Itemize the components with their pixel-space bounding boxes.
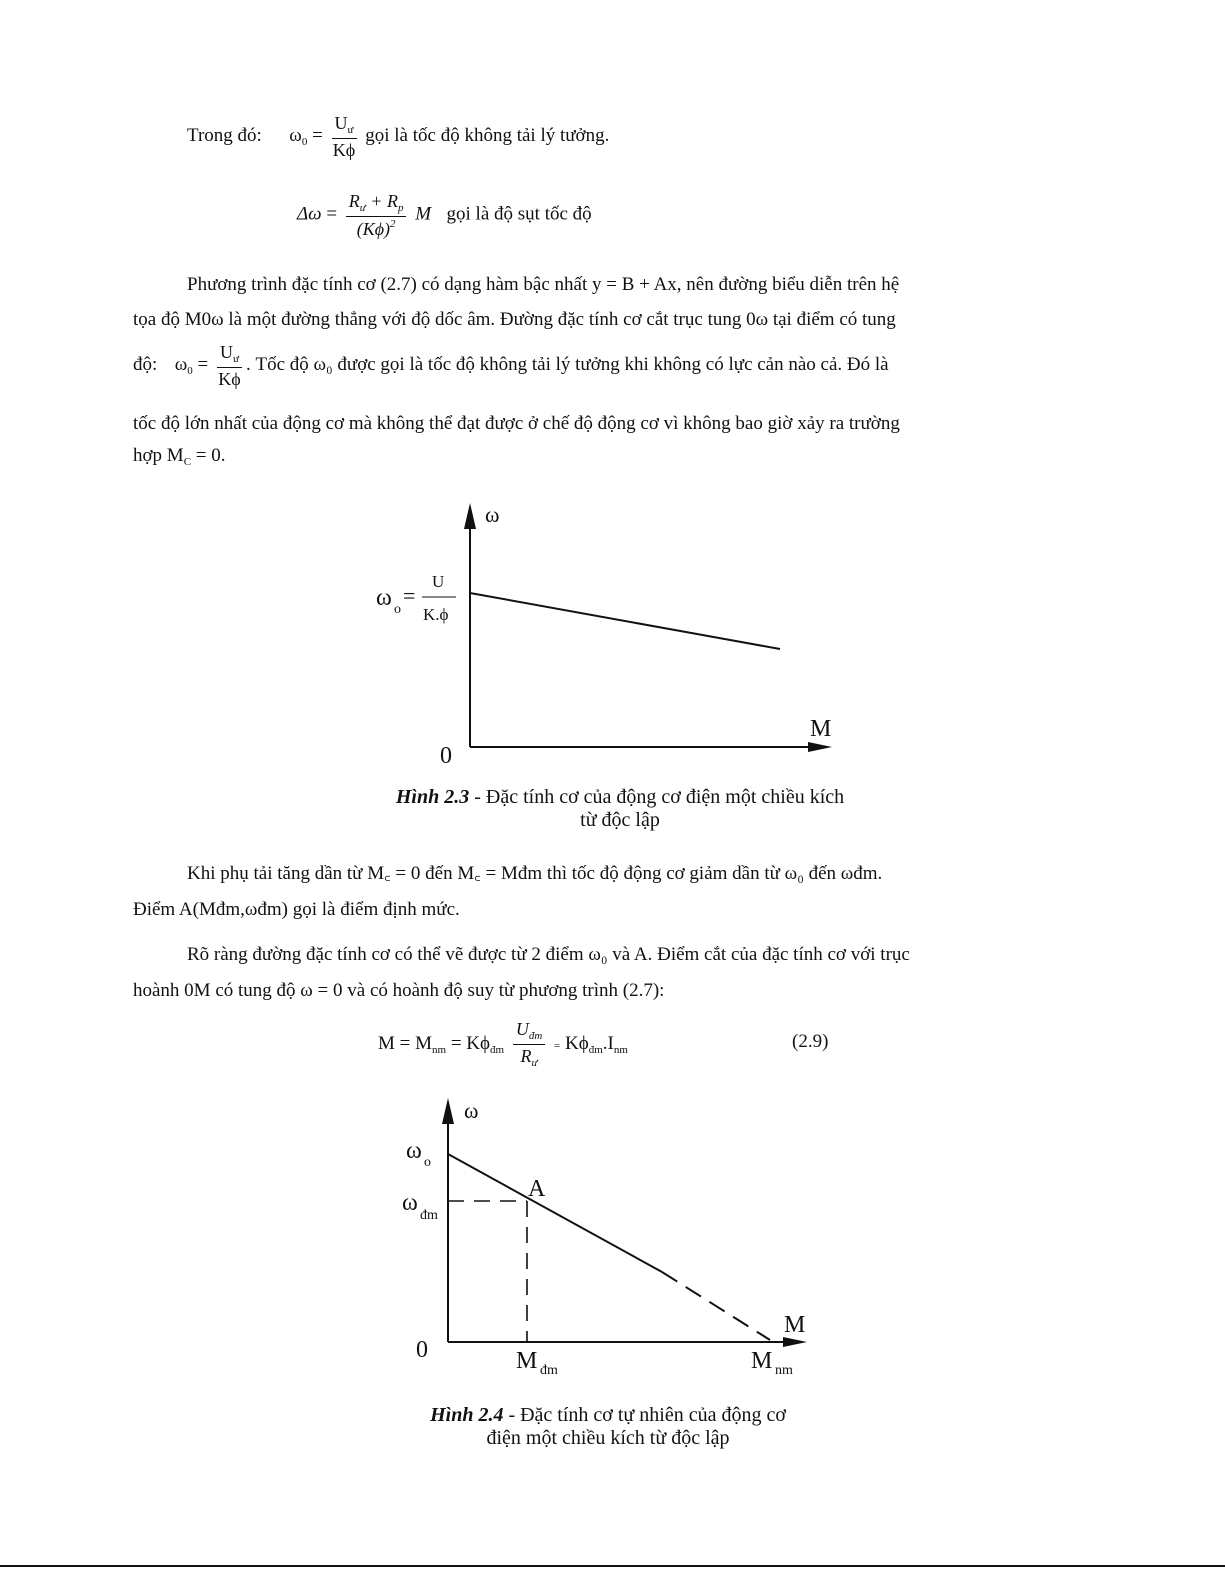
- delta-omega-fraction: $\frac{R_ư + R_p}{(K\phi)^2}$: [346, 192, 407, 238]
- omega0-fraction: $\frac{U_ư}{K\phi}$: [332, 113, 356, 160]
- equation-2-9-label: (2.9): [792, 1031, 829, 1052]
- para3-line1: Rõ ràng đường đặc tính cơ có thể vẽ được từ 2 điểm ω₀ và A. Điểm cắt của đặc tính cơ với trục: [187, 944, 910, 965]
- fig2-m-nm-label: M: [751, 1348, 773, 1374]
- para1-line3: độ: $\omega_0$ = $\frac{U_ư}{K\phi}$ . Tốc độ ω₀ được gọi là tốc độ không tải lý tưởng khi không có lực cản nào cả. Đó là: [133, 342, 889, 389]
- equation-2-9: $M = M_{nm} = K\phi_{đm}$ $\frac{U_{đm}}{R_ư}$ = $K\phi_{đm}.I_{nm}$: [378, 1019, 628, 1069]
- fig2-m-nm-sub: nm: [775, 1363, 793, 1378]
- figure-2-4: [390, 1092, 820, 1392]
- omega0-description: gọi là tốc độ không tải lý tưởng.: [365, 124, 610, 146]
- fig2-axis-x-label: M: [784, 1312, 806, 1338]
- fig2-characteristic-solid: [448, 1154, 662, 1272]
- trong-do-label: Trong đó:: [187, 124, 262, 146]
- fig1-omega-eq: =: [403, 583, 416, 608]
- fig2-axis-y-label: ω: [464, 1098, 479, 1123]
- para1-line5: hợp $M_C = 0$.: [133, 445, 226, 468]
- fig2-y-axis-arrow: [442, 1098, 454, 1124]
- page-bottom-border: [0, 1565, 1225, 1567]
- delta-omega-description: gọi là độ sụt tốc độ: [446, 203, 592, 225]
- para3-line2: hoành 0M có tung độ ω = 0 và có hoành độ suy từ phương trình (2.7):: [133, 980, 665, 1001]
- para2-line1: Khi phụ tải tăng dần từ M꜀ = 0 đến M꜀ = Mđm thì tốc độ động cơ giảm dần từ ω₀ đến ωđm.: [187, 863, 883, 884]
- fig2-omega-dm-sub: đm: [420, 1208, 438, 1223]
- figure-2-3-caption: Hình 2.3 - Đặc tính cơ của động cơ điện một chiều kích từ độc lập: [395, 786, 845, 831]
- fig2-x-axis-arrow: [783, 1337, 807, 1347]
- fig2-point-a-label: A: [528, 1176, 546, 1202]
- fig1-frac-num: U: [432, 572, 445, 591]
- para2-line2: Điểm A(Mđm,ωđm) gọi là điểm định mức.: [133, 899, 460, 920]
- omega0-definition: Trong đó: $\omega_0$ = $\frac{U_ư}{K\phi}$ gọi là tốc độ không tải lý tưởng.: [187, 113, 610, 160]
- fig1-axis-x-label: M: [810, 716, 832, 742]
- fig1-origin-label: 0: [440, 743, 452, 769]
- fig1-frac-den: K.ϕ: [423, 605, 449, 624]
- fig2-characteristic-dashed: [662, 1272, 770, 1340]
- para1-line2: tọa độ M0ω là một đường thẳng với độ dốc âm. Đường đặc tính cơ cắt trục tung 0ω tại điểm có tung: [133, 309, 896, 330]
- fig1-omega-sub: o: [394, 602, 401, 617]
- fig1-axis-y-label: ω: [485, 502, 500, 527]
- delta-omega-definition: Δω = $\frac{R_ư + R_p}{(K\phi)^2}$ M gọi là độ sụt tốc độ: [297, 191, 592, 239]
- fig2-omega0-label: ω: [406, 1138, 422, 1164]
- omega0-symbol: ω: [289, 124, 302, 146]
- fig1-x-axis-arrow: [808, 742, 832, 752]
- fig1-omega-label: ω: [376, 585, 392, 611]
- fig2-origin-label: 0: [416, 1337, 428, 1363]
- fig2-omega-dm-label: ω: [402, 1190, 418, 1216]
- figure-2-4-caption: Hình 2.4 - Đặc tính cơ tự nhiên của động cơ điện một chiều kích từ độc lập: [430, 1404, 786, 1449]
- fig1-characteristic-line: [470, 593, 780, 649]
- delta-omega-symbol: Δω: [297, 203, 322, 225]
- figure-2-3: [360, 495, 860, 775]
- fig2-m-dm-label: M: [516, 1348, 538, 1374]
- fig1-y-axis-arrow: [464, 503, 476, 529]
- para1-line4: tốc độ lớn nhất của động cơ mà không thể đạt được ở chế độ động cơ vì không bao giờ xảy ra trường: [133, 413, 900, 434]
- fig2-omega0-sub: o: [424, 1155, 431, 1170]
- para1-line1: Phương trình đặc tính cơ (2.7) có dạng hàm bậc nhất y = B + Ax, nên đường biểu diễn trên hệ: [187, 274, 900, 295]
- fig2-m-dm-sub: đm: [540, 1363, 558, 1378]
